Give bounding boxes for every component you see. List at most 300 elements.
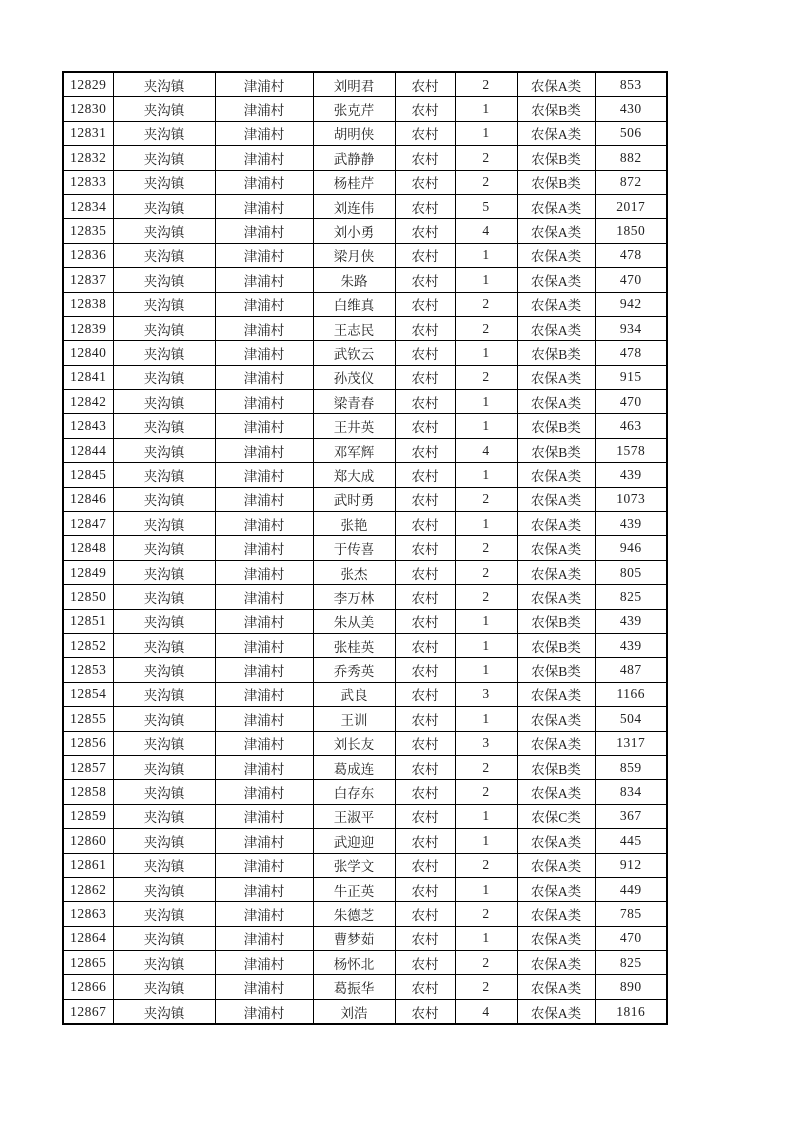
cell-amount: 470 <box>595 926 667 950</box>
cell-insurance-category: 农保A类 <box>517 365 595 389</box>
cell-insurance-category: 农保A类 <box>517 292 595 316</box>
cell-insurance-category: 农保A类 <box>517 999 595 1024</box>
cell-residence-type: 农村 <box>395 97 455 121</box>
table-row <box>63 316 667 340</box>
cell-insurance-category: 农保A类 <box>517 487 595 511</box>
cell-name: 朱德芝 <box>313 902 395 926</box>
table-row <box>63 97 667 121</box>
cell-village: 津浦村 <box>215 804 313 828</box>
cell-person-count: 1 <box>455 414 517 438</box>
cell-town: 夹沟镇 <box>113 926 215 950</box>
cell-person-count: 2 <box>455 853 517 877</box>
cell-insurance-category: 农保A类 <box>517 975 595 999</box>
table-row <box>63 682 667 706</box>
cell-insurance-category: 农保B类 <box>517 341 595 365</box>
cell-serial-number: 12861 <box>63 853 113 877</box>
cell-amount: 478 <box>595 243 667 267</box>
cell-residence-type: 农村 <box>395 268 455 292</box>
cell-person-count: 2 <box>455 316 517 340</box>
table-row <box>63 268 667 292</box>
cell-residence-type: 农村 <box>395 633 455 657</box>
cell-residence-type: 农村 <box>395 951 455 975</box>
cell-serial-number: 12855 <box>63 707 113 731</box>
cell-name: 葛振华 <box>313 975 395 999</box>
cell-person-count: 2 <box>455 72 517 97</box>
table-row <box>63 633 667 657</box>
cell-amount: 487 <box>595 658 667 682</box>
cell-insurance-category: 农保A类 <box>517 951 595 975</box>
cell-insurance-category: 农保A类 <box>517 682 595 706</box>
cell-name: 武钦云 <box>313 341 395 365</box>
cell-insurance-category: 农保B类 <box>517 438 595 462</box>
cell-village: 津浦村 <box>215 194 313 218</box>
cell-town: 夹沟镇 <box>113 853 215 877</box>
cell-residence-type: 农村 <box>395 707 455 731</box>
table-row <box>63 804 667 828</box>
cell-insurance-category: 农保A类 <box>517 902 595 926</box>
cell-person-count: 2 <box>455 536 517 560</box>
cell-amount: 478 <box>595 341 667 365</box>
cell-town: 夹沟镇 <box>113 487 215 511</box>
cell-amount: 853 <box>595 72 667 97</box>
cell-amount: 2017 <box>595 194 667 218</box>
cell-serial-number: 12837 <box>63 268 113 292</box>
cell-serial-number: 12847 <box>63 512 113 536</box>
cell-name: 王志民 <box>313 316 395 340</box>
cell-residence-type: 农村 <box>395 780 455 804</box>
cell-name: 白维真 <box>313 292 395 316</box>
table-row <box>63 780 667 804</box>
cell-person-count: 1 <box>455 707 517 731</box>
cell-residence-type: 农村 <box>395 194 455 218</box>
cell-residence-type: 农村 <box>395 975 455 999</box>
cell-residence-type: 农村 <box>395 536 455 560</box>
cell-amount: 890 <box>595 975 667 999</box>
cell-amount: 506 <box>595 121 667 145</box>
cell-town: 夹沟镇 <box>113 658 215 682</box>
cell-residence-type: 农村 <box>395 72 455 97</box>
cell-serial-number: 12830 <box>63 97 113 121</box>
cell-person-count: 1 <box>455 633 517 657</box>
cell-insurance-category: 农保B类 <box>517 97 595 121</box>
cell-town: 夹沟镇 <box>113 829 215 853</box>
cell-name: 张学文 <box>313 853 395 877</box>
cell-name: 武静静 <box>313 146 395 170</box>
cell-residence-type: 农村 <box>395 560 455 584</box>
cell-person-count: 2 <box>455 146 517 170</box>
cell-village: 津浦村 <box>215 755 313 779</box>
cell-serial-number: 12866 <box>63 975 113 999</box>
cell-amount: 439 <box>595 463 667 487</box>
cell-name: 张桂英 <box>313 633 395 657</box>
cell-town: 夹沟镇 <box>113 512 215 536</box>
cell-person-count: 1 <box>455 463 517 487</box>
cell-amount: 946 <box>595 536 667 560</box>
cell-name: 王训 <box>313 707 395 731</box>
cell-insurance-category: 农保A类 <box>517 316 595 340</box>
cell-village: 津浦村 <box>215 341 313 365</box>
cell-name: 孙茂仪 <box>313 365 395 389</box>
cell-town: 夹沟镇 <box>113 731 215 755</box>
cell-name: 武时勇 <box>313 487 395 511</box>
cell-residence-type: 农村 <box>395 365 455 389</box>
cell-name: 梁月侠 <box>313 243 395 267</box>
cell-name: 张艳 <box>313 512 395 536</box>
cell-town: 夹沟镇 <box>113 146 215 170</box>
cell-insurance-category: 农保A类 <box>517 707 595 731</box>
cell-village: 津浦村 <box>215 390 313 414</box>
cell-name: 武良 <box>313 682 395 706</box>
cell-name: 朱从美 <box>313 609 395 633</box>
cell-amount: 1850 <box>595 219 667 243</box>
cell-person-count: 1 <box>455 341 517 365</box>
cell-village: 津浦村 <box>215 146 313 170</box>
cell-town: 夹沟镇 <box>113 316 215 340</box>
cell-amount: 504 <box>595 707 667 731</box>
cell-name: 梁青春 <box>313 390 395 414</box>
cell-serial-number: 12862 <box>63 877 113 901</box>
cell-person-count: 1 <box>455 268 517 292</box>
cell-person-count: 4 <box>455 438 517 462</box>
cell-town: 夹沟镇 <box>113 536 215 560</box>
table-row <box>63 731 667 755</box>
cell-name: 于传喜 <box>313 536 395 560</box>
cell-residence-type: 农村 <box>395 170 455 194</box>
cell-residence-type: 农村 <box>395 804 455 828</box>
table-row <box>63 975 667 999</box>
cell-amount: 859 <box>595 755 667 779</box>
cell-village: 津浦村 <box>215 414 313 438</box>
cell-insurance-category: 农保B类 <box>517 170 595 194</box>
cell-village: 津浦村 <box>215 268 313 292</box>
cell-town: 夹沟镇 <box>113 999 215 1024</box>
cell-residence-type: 农村 <box>395 292 455 316</box>
table-row <box>63 463 667 487</box>
cell-name: 葛成连 <box>313 755 395 779</box>
cell-amount: 872 <box>595 170 667 194</box>
cell-serial-number: 12835 <box>63 219 113 243</box>
table-row <box>63 146 667 170</box>
cell-residence-type: 农村 <box>395 829 455 853</box>
table-row <box>63 512 667 536</box>
cell-town: 夹沟镇 <box>113 292 215 316</box>
cell-serial-number: 12842 <box>63 390 113 414</box>
cell-serial-number: 12846 <box>63 487 113 511</box>
cell-town: 夹沟镇 <box>113 463 215 487</box>
cell-serial-number: 12852 <box>63 633 113 657</box>
cell-insurance-category: 农保A类 <box>517 585 595 609</box>
cell-serial-number: 12865 <box>63 951 113 975</box>
table-row <box>63 902 667 926</box>
cell-serial-number: 12832 <box>63 146 113 170</box>
cell-village: 津浦村 <box>215 951 313 975</box>
cell-town: 夹沟镇 <box>113 97 215 121</box>
cell-amount: 1578 <box>595 438 667 462</box>
cell-serial-number: 12859 <box>63 804 113 828</box>
cell-town: 夹沟镇 <box>113 365 215 389</box>
cell-person-count: 1 <box>455 829 517 853</box>
cell-residence-type: 农村 <box>395 658 455 682</box>
table-row <box>63 999 667 1024</box>
cell-person-count: 3 <box>455 682 517 706</box>
cell-person-count: 1 <box>455 926 517 950</box>
table-row <box>63 755 667 779</box>
cell-name: 刘浩 <box>313 999 395 1024</box>
cell-residence-type: 农村 <box>395 512 455 536</box>
table-row <box>63 536 667 560</box>
cell-serial-number: 12857 <box>63 755 113 779</box>
cell-amount: 439 <box>595 609 667 633</box>
cell-town: 夹沟镇 <box>113 755 215 779</box>
cell-insurance-category: 农保A类 <box>517 829 595 853</box>
cell-town: 夹沟镇 <box>113 268 215 292</box>
cell-amount: 825 <box>595 585 667 609</box>
cell-person-count: 2 <box>455 755 517 779</box>
cell-person-count: 1 <box>455 121 517 145</box>
table-row <box>63 951 667 975</box>
cell-town: 夹沟镇 <box>113 560 215 584</box>
cell-residence-type: 农村 <box>395 853 455 877</box>
cell-person-count: 2 <box>455 365 517 389</box>
cell-name: 曹梦茹 <box>313 926 395 950</box>
cell-serial-number: 12863 <box>63 902 113 926</box>
cell-residence-type: 农村 <box>395 999 455 1024</box>
cell-village: 津浦村 <box>215 512 313 536</box>
cell-serial-number: 12829 <box>63 72 113 97</box>
cell-village: 津浦村 <box>215 438 313 462</box>
cell-amount: 470 <box>595 390 667 414</box>
cell-town: 夹沟镇 <box>113 72 215 97</box>
cell-amount: 470 <box>595 268 667 292</box>
cell-residence-type: 农村 <box>395 902 455 926</box>
cell-serial-number: 12843 <box>63 414 113 438</box>
cell-village: 津浦村 <box>215 316 313 340</box>
cell-town: 夹沟镇 <box>113 804 215 828</box>
table-row <box>63 853 667 877</box>
cell-serial-number: 12836 <box>63 243 113 267</box>
cell-person-count: 2 <box>455 170 517 194</box>
cell-serial-number: 12854 <box>63 682 113 706</box>
cell-serial-number: 12844 <box>63 438 113 462</box>
cell-village: 津浦村 <box>215 219 313 243</box>
cell-person-count: 2 <box>455 780 517 804</box>
cell-village: 津浦村 <box>215 999 313 1024</box>
cell-name: 刘连伟 <box>313 194 395 218</box>
cell-name: 邓军辉 <box>313 438 395 462</box>
table-row <box>63 560 667 584</box>
cell-serial-number: 12853 <box>63 658 113 682</box>
cell-insurance-category: 农保A类 <box>517 536 595 560</box>
cell-insurance-category: 农保A类 <box>517 560 595 584</box>
cell-residence-type: 农村 <box>395 585 455 609</box>
cell-person-count: 1 <box>455 877 517 901</box>
cell-name: 郑大成 <box>313 463 395 487</box>
cell-town: 夹沟镇 <box>113 243 215 267</box>
cell-village: 津浦村 <box>215 72 313 97</box>
cell-insurance-category: 农保A类 <box>517 731 595 755</box>
cell-name: 乔秀英 <box>313 658 395 682</box>
cell-amount: 915 <box>595 365 667 389</box>
cell-residence-type: 农村 <box>395 341 455 365</box>
cell-village: 津浦村 <box>215 97 313 121</box>
cell-town: 夹沟镇 <box>113 585 215 609</box>
cell-person-count: 2 <box>455 292 517 316</box>
cell-name: 刘明君 <box>313 72 395 97</box>
cell-town: 夹沟镇 <box>113 414 215 438</box>
cell-village: 津浦村 <box>215 658 313 682</box>
cell-person-count: 2 <box>455 487 517 511</box>
cell-serial-number: 12845 <box>63 463 113 487</box>
cell-serial-number: 12864 <box>63 926 113 950</box>
cell-person-count: 2 <box>455 902 517 926</box>
cell-amount: 463 <box>595 414 667 438</box>
cell-name: 刘小勇 <box>313 219 395 243</box>
cell-village: 津浦村 <box>215 487 313 511</box>
cell-amount: 825 <box>595 951 667 975</box>
cell-village: 津浦村 <box>215 926 313 950</box>
cell-village: 津浦村 <box>215 707 313 731</box>
table-row <box>63 658 667 682</box>
cell-amount: 445 <box>595 829 667 853</box>
cell-town: 夹沟镇 <box>113 633 215 657</box>
cell-name: 张杰 <box>313 560 395 584</box>
cell-amount: 1317 <box>595 731 667 755</box>
cell-village: 津浦村 <box>215 829 313 853</box>
cell-name: 牛正英 <box>313 877 395 901</box>
cell-person-count: 4 <box>455 999 517 1024</box>
table-row <box>63 487 667 511</box>
table-row <box>63 414 667 438</box>
cell-town: 夹沟镇 <box>113 219 215 243</box>
cell-residence-type: 农村 <box>395 438 455 462</box>
cell-village: 津浦村 <box>215 853 313 877</box>
cell-amount: 785 <box>595 902 667 926</box>
table-row <box>63 365 667 389</box>
cell-amount: 1073 <box>595 487 667 511</box>
table-row <box>63 926 667 950</box>
cell-residence-type: 农村 <box>395 487 455 511</box>
cell-serial-number: 12850 <box>63 585 113 609</box>
table-row <box>63 243 667 267</box>
cell-amount: 834 <box>595 780 667 804</box>
cell-village: 津浦村 <box>215 585 313 609</box>
cell-residence-type: 农村 <box>395 755 455 779</box>
cell-insurance-category: 农保B类 <box>517 609 595 633</box>
cell-insurance-category: 农保A类 <box>517 463 595 487</box>
cell-village: 津浦村 <box>215 731 313 755</box>
table-row <box>63 877 667 901</box>
cell-town: 夹沟镇 <box>113 682 215 706</box>
cell-village: 津浦村 <box>215 560 313 584</box>
cell-insurance-category: 农保A类 <box>517 121 595 145</box>
table-row <box>63 72 667 97</box>
cell-insurance-category: 农保C类 <box>517 804 595 828</box>
cell-insurance-category: 农保A类 <box>517 243 595 267</box>
table-row <box>63 292 667 316</box>
cell-name: 王淑平 <box>313 804 395 828</box>
cell-amount: 367 <box>595 804 667 828</box>
cell-town: 夹沟镇 <box>113 170 215 194</box>
cell-amount: 934 <box>595 316 667 340</box>
table-row <box>63 829 667 853</box>
cell-amount: 912 <box>595 853 667 877</box>
cell-person-count: 1 <box>455 658 517 682</box>
cell-village: 津浦村 <box>215 902 313 926</box>
cell-person-count: 3 <box>455 731 517 755</box>
cell-town: 夹沟镇 <box>113 707 215 731</box>
cell-serial-number: 12860 <box>63 829 113 853</box>
cell-town: 夹沟镇 <box>113 609 215 633</box>
cell-town: 夹沟镇 <box>113 975 215 999</box>
table-row <box>63 438 667 462</box>
cell-village: 津浦村 <box>215 292 313 316</box>
cell-residence-type: 农村 <box>395 316 455 340</box>
table-row <box>63 121 667 145</box>
cell-village: 津浦村 <box>215 170 313 194</box>
cell-person-count: 4 <box>455 219 517 243</box>
cell-residence-type: 农村 <box>395 146 455 170</box>
cell-town: 夹沟镇 <box>113 951 215 975</box>
cell-serial-number: 12849 <box>63 560 113 584</box>
cell-person-count: 1 <box>455 97 517 121</box>
cell-residence-type: 农村 <box>395 243 455 267</box>
cell-name: 杨桂芹 <box>313 170 395 194</box>
cell-village: 津浦村 <box>215 463 313 487</box>
cell-insurance-category: 农保B类 <box>517 414 595 438</box>
table-row <box>63 707 667 731</box>
cell-residence-type: 农村 <box>395 414 455 438</box>
cell-person-count: 1 <box>455 609 517 633</box>
cell-insurance-category: 农保B类 <box>517 755 595 779</box>
cell-village: 津浦村 <box>215 780 313 804</box>
cell-village: 津浦村 <box>215 682 313 706</box>
table-row <box>63 341 667 365</box>
cell-residence-type: 农村 <box>395 390 455 414</box>
cell-amount: 942 <box>595 292 667 316</box>
cell-person-count: 5 <box>455 194 517 218</box>
cell-serial-number: 12848 <box>63 536 113 560</box>
cell-serial-number: 12839 <box>63 316 113 340</box>
table-row <box>63 609 667 633</box>
cell-insurance-category: 农保A类 <box>517 390 595 414</box>
cell-amount: 439 <box>595 633 667 657</box>
records-table <box>62 71 668 1025</box>
cell-name: 李万林 <box>313 585 395 609</box>
cell-village: 津浦村 <box>215 365 313 389</box>
cell-residence-type: 农村 <box>395 463 455 487</box>
cell-serial-number: 12831 <box>63 121 113 145</box>
cell-town: 夹沟镇 <box>113 194 215 218</box>
cell-amount: 1166 <box>595 682 667 706</box>
cell-residence-type: 农村 <box>395 609 455 633</box>
cell-person-count: 1 <box>455 243 517 267</box>
cell-village: 津浦村 <box>215 536 313 560</box>
cell-serial-number: 12851 <box>63 609 113 633</box>
cell-residence-type: 农村 <box>395 219 455 243</box>
cell-residence-type: 农村 <box>395 731 455 755</box>
cell-insurance-category: 农保A类 <box>517 512 595 536</box>
cell-village: 津浦村 <box>215 877 313 901</box>
cell-serial-number: 12833 <box>63 170 113 194</box>
cell-residence-type: 农村 <box>395 877 455 901</box>
cell-name: 张克芹 <box>313 97 395 121</box>
cell-name: 王井英 <box>313 414 395 438</box>
cell-insurance-category: 农保A类 <box>517 926 595 950</box>
table-row <box>63 219 667 243</box>
cell-name: 武迎迎 <box>313 829 395 853</box>
cell-insurance-category: 农保B类 <box>517 658 595 682</box>
cell-person-count: 2 <box>455 585 517 609</box>
